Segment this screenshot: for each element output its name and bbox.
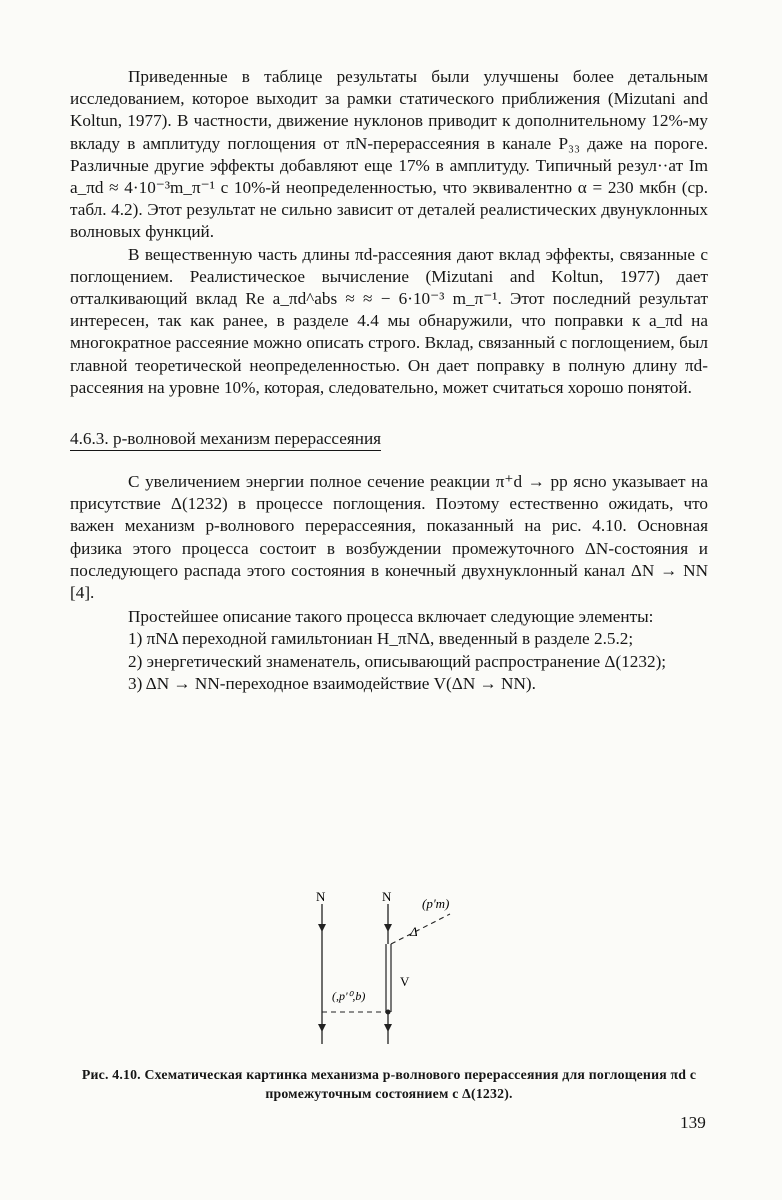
arrow-icon — [318, 924, 326, 932]
figure-diagram — [300, 884, 490, 1054]
list-item: 1) πNΔ переходной гамильтониан H_πNΔ, введенный в разделе 2.5.2; — [128, 629, 634, 649]
label-delta: Δ — [410, 924, 418, 939]
section-heading: 4.6.3. p-волновой механизм перерассеяния — [70, 429, 381, 451]
diagram-svg — [300, 884, 490, 1054]
arrow-icon — [318, 1024, 326, 1032]
page-body — [70, 66, 708, 695]
list-item: 3) ΔN → NN-переходное взаимодействие V(ΔN → NN). — [128, 673, 536, 693]
label-pion-momentum: (p'm) — [422, 896, 450, 911]
paragraph-real-part: В вещественную часть длины πd-рассеяния дают вклад эффекты, связанные с поглощением. Реалистическое вычисление (Mizutani and Koltun, 1977) дает отталкивающий вклад Re a_πd^abs ≈ ≈ − 6·10⁻³ m_π⁻¹. Этот последний результат интересен, так как ранее, в разделе 4.4 мы обнаружили, что поправки к a_πd на многократное рассеяние можно описать строго. Вклад, связанный с поглощением, был главной теоретической неопределенностью. Он дает поправку в полную длину πd-рассеяния на уровне 10%, которая, следовательно, может считаться хорошо понятой. — [70, 244, 708, 397]
arrow-icon — [384, 924, 392, 932]
pion-line — [391, 914, 450, 944]
paragraph-delta-mechanism: С увеличением энергии полное сечение реакции π⁺d → pp ясно указывает на присутствие Δ(1232) в процессе поглощения. Поэтому естественно ожидать, что важен механизм p-волнового перерассеяния, показанный на рис. 4.10. Основная физика этого процесса состоит в возбуждении промежуточного ΔN-состояния и последующего распада этого состояния в конечный двухнуклонный канал ΔN → NN [4]. — [70, 472, 708, 603]
figure-caption: Рис. 4.10. Схематическая картинка механизма p-волнового перерассеяния для поглощения πd с промежуточным состоянием с Δ(1232). — [81, 1067, 697, 1101]
list-item: 2) энергетический знаменатель, описывающий распространение Δ(1232); — [128, 651, 667, 671]
page-number: 139 — [680, 1113, 706, 1132]
label-n-left: N — [316, 889, 326, 904]
arrow-icon — [384, 1024, 392, 1032]
paragraph-absorption-results: Приведенные в таблице результаты были улучшены более детальным исследованием, которое выходит за рамки статического приближения (Mizutani and Koltun, 1977). В частности, движение нуклонов приводит к дополнительному 12%-му вкладу в амплитуду поглощения от πN-перерассеяния в канале P₃₃ даже на пороге. Различные другие эффекты добавляют еще 17% в амплитуду. Типичный резул··ат Im a_πd ≈ 4·10⁻³m_π⁻¹ с 10%-й неопределенностью, что эквивалентно α = 230 мкбн (ср. табл. 4.2). Этот результат не сильно зависит от деталей реалистических двунуклонных волновых функций. — [70, 67, 708, 242]
label-n-right: N — [382, 889, 392, 904]
label-v: V — [400, 974, 410, 989]
vertex-dot — [386, 1010, 391, 1015]
label-momentum-bottom: (,p'⁰,b) — [332, 989, 366, 1003]
paragraph-simplest-description: Простейшее описание такого процесса включает следующие элементы: — [128, 607, 654, 627]
